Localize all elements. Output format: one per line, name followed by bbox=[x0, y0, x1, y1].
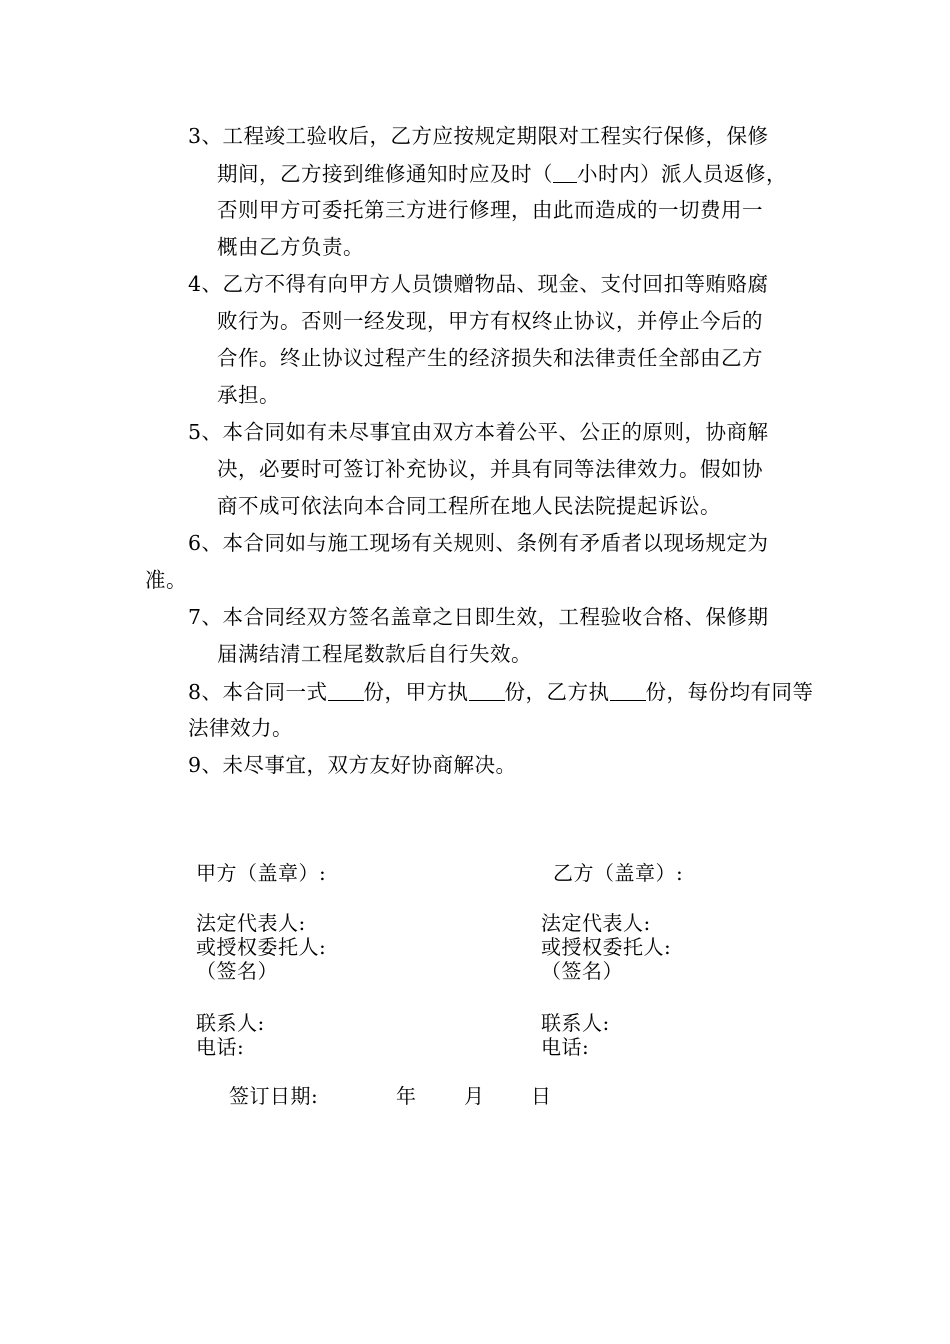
party-b-authorized-label: 或授权委托人: bbox=[541, 935, 672, 959]
clause-3-line-1: 3、工程竣工验收后，乙方应按规定期限对工程实行保修，保修 bbox=[188, 124, 769, 148]
clause-8-line-1 bbox=[188, 678, 814, 704]
party-a-authorized-label: 或授权委托人: bbox=[196, 935, 327, 959]
party-b-phone-label: 电话: bbox=[541, 1035, 590, 1059]
copies-party-a-blank bbox=[469, 680, 505, 701]
signing-date-year: 年 bbox=[396, 1084, 417, 1108]
clause-4-line-3: 合作。终止协议过程产生的经济损失和法律责任全部由乙方 bbox=[217, 346, 763, 370]
clause-7-line-1: 7、本合同经双方签名盖章之日即生效，工程验收合格、保修期 bbox=[188, 605, 769, 629]
hours-blank bbox=[553, 162, 577, 183]
clause-3-line-2-text-b: 小时内）派人员返修， bbox=[577, 162, 787, 186]
clause-6-line-2: 准。 bbox=[145, 568, 187, 592]
party-a-contact-label: 联系人: bbox=[196, 1011, 265, 1035]
clause-3-line-2-text-a: 期间，乙方接到维修通知时应及时（ bbox=[217, 162, 553, 186]
clause-8-text-a: 8、本合同一式 bbox=[188, 680, 328, 704]
clause-5-line-2: 决，必要时可签订补充协议，并具有同等法律效力。假如协 bbox=[217, 457, 763, 481]
clause-5-line-3: 商不成可依法向本合同工程所在地人民法院提起诉讼。 bbox=[217, 494, 721, 518]
party-b-seal-label: 乙方（盖章）: bbox=[553, 861, 684, 885]
copies-party-b-blank bbox=[610, 680, 646, 701]
party-b-legal-rep-label: 法定代表人: bbox=[541, 911, 651, 935]
clause-4-line-4: 承担。 bbox=[217, 383, 280, 407]
signing-date-month: 月 bbox=[464, 1084, 485, 1108]
party-a-phone-label: 电话: bbox=[196, 1035, 245, 1059]
clause-3-line-3: 否则甲方可委托第三方进行修理，由此而造成的一切费用一 bbox=[217, 198, 763, 222]
clause-8-text-b: 份，甲方执 bbox=[363, 680, 469, 704]
clause-4-line-1: 4、乙方不得有向甲方人员馈赠物品、现金、支付回扣等贿赂腐 bbox=[188, 272, 769, 296]
signing-date-day: 日 bbox=[531, 1084, 552, 1108]
clause-6-line-1: 6、本合同如与施工现场有关规则、条例有矛盾者以现场规定为 bbox=[188, 531, 769, 555]
clause-8-text-c: 份，乙方执 bbox=[504, 680, 610, 704]
clause-5-line-1: 5、本合同如有未尽事宜由双方本着公平、公正的原则，协商解 bbox=[188, 420, 769, 444]
party-a-legal-rep-label: 法定代表人: bbox=[196, 911, 306, 935]
clause-7-line-2: 届满结清工程尾数款后自行失效。 bbox=[217, 642, 532, 666]
clause-8-line-2: 法律效力。 bbox=[188, 716, 293, 740]
signing-date-label: 签订日期: bbox=[229, 1084, 319, 1108]
clause-3-line-4: 概由乙方负责。 bbox=[217, 235, 364, 259]
clause-8-text-d: 份，每份均有同等 bbox=[645, 680, 814, 704]
clause-9-line-1: 9、未尽事宜，双方友好协商解决。 bbox=[188, 753, 517, 777]
party-a-sign-label: （签名） bbox=[196, 959, 278, 983]
clause-4-line-2: 败行为。否则一经发现，甲方有权终止协议，并停止今后的 bbox=[217, 309, 763, 333]
copies-total-blank bbox=[328, 680, 364, 701]
clause-3-line-2 bbox=[217, 160, 787, 186]
party-a-seal-label: 甲方（盖章）: bbox=[196, 861, 327, 885]
party-b-contact-label: 联系人: bbox=[541, 1011, 610, 1035]
party-b-sign-label: （签名） bbox=[541, 959, 623, 983]
